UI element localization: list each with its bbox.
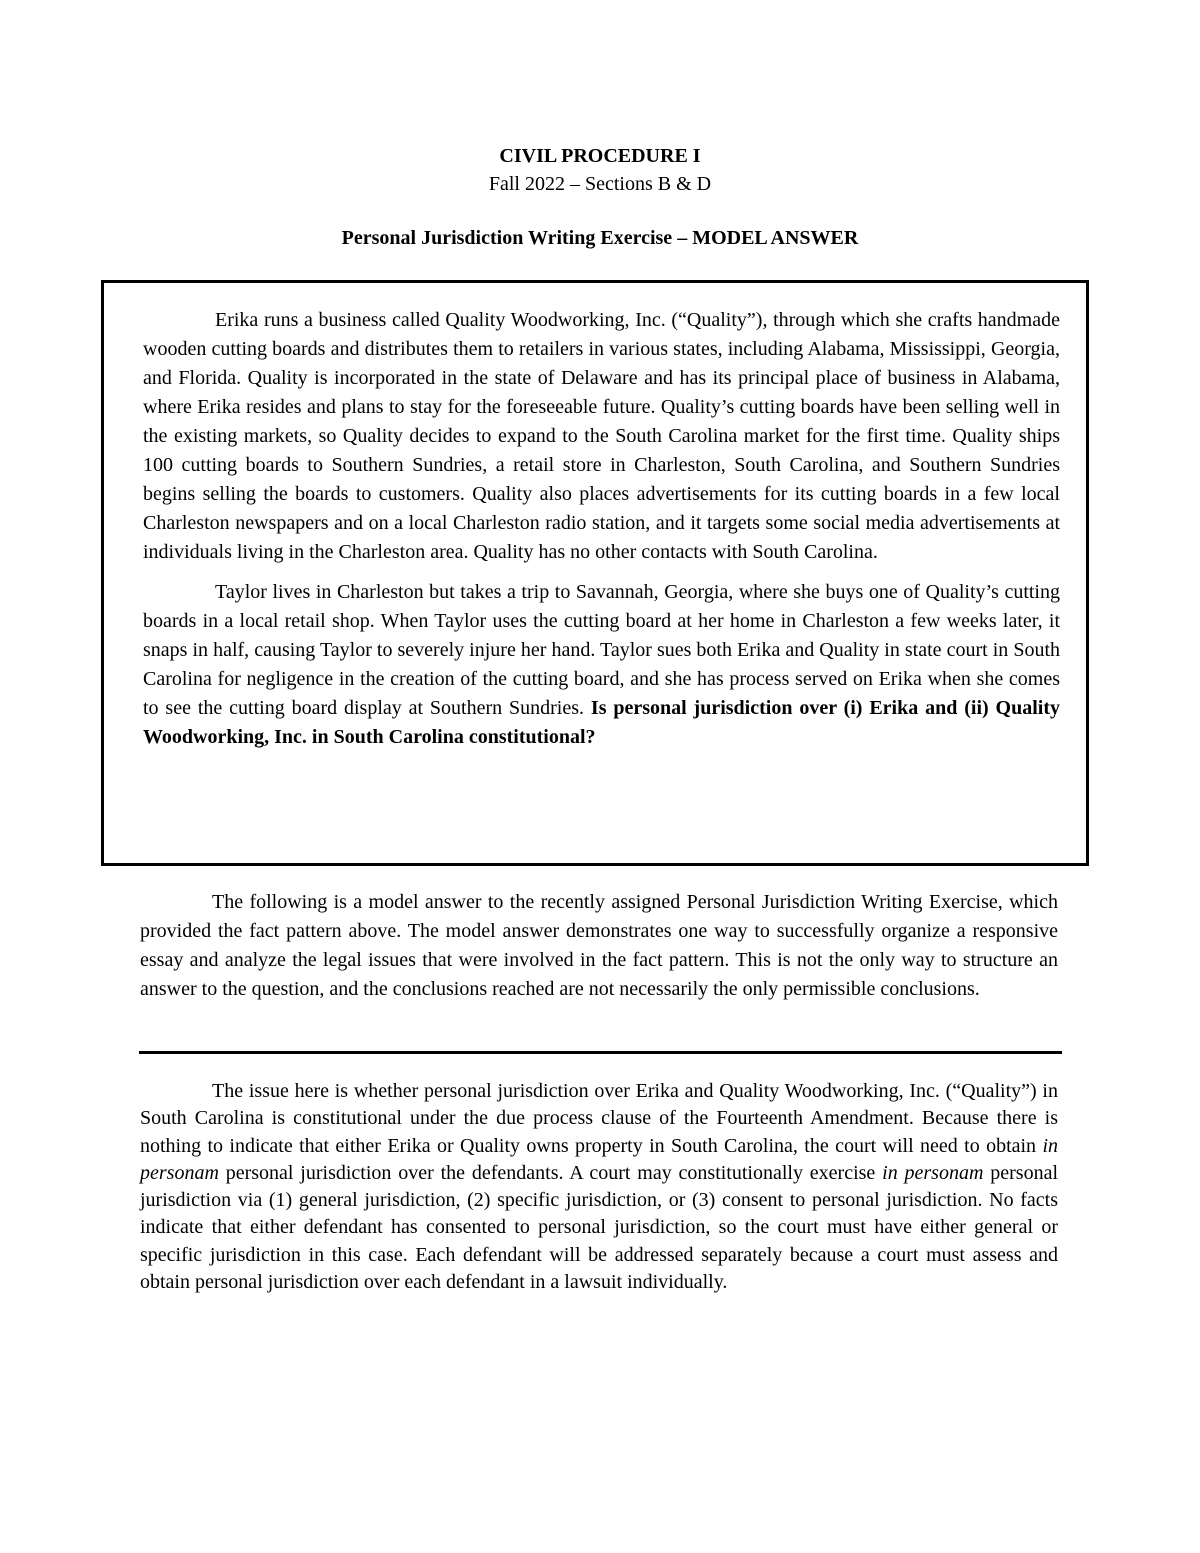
answer-italic-term-1: in personam <box>140 1134 1058 1184</box>
course-title: CIVIL PROCEDURE I <box>499 145 701 167</box>
exercise-question: Is personal jurisdiction over (i) Erika and (ii) Quality Woodworking, Inc. in South Carolina constitutional? <box>143 697 1060 748</box>
intro-paragraph: The following is a model answer to the recently assigned Personal Jurisdiction Writing Exercise, which provided the fact pattern above. The model answer demonstrates one way to successfully organize a responsive essay and analyze the legal issues that were involved in the fact pattern. This is not the only way to structure an answer to the question, and the conclusions reached are not necessarily the only permissible conclusions. <box>140 891 1058 1000</box>
model-answer-intro <box>140 888 1058 1004</box>
answer-italic-term-2: in personam <box>882 1161 984 1184</box>
term-subtitle: Fall 2022 – Sections B & D <box>488 173 712 195</box>
fact-paragraph-2 <box>143 578 1060 752</box>
answer-paragraph-1 <box>140 1078 1058 1296</box>
fact-pattern-text <box>143 306 1060 752</box>
fact-paragraph-2-text: Taylor lives in Charleston but takes a trip to Savannah, Georgia, where she buys one of Quality’s cutting boards in a local retail shop. When Taylor uses the cutting board at her home in Charleston a few weeks later, it snaps in half, causing Taylor to severely injure her hand. Taylor sues both Erika and Quality in state court in South Carolina for negligence in the creation of the cutting board, and she has process served on Erika when she comes to see the cutting board display at Southern Sundries. <box>143 581 1060 719</box>
fact-pattern-box <box>101 280 1089 866</box>
answer-text-part-1: The issue here is whether personal jurisdiction over Erika and Quality Woodworking, Inc. (“Quality”) in South Carolina is constitutional under the due process clause of the Fourteenth Amendment. Because there is nothing to indicate that either Erika or Quality owns property in South Carolina, the court will need to obtain <box>140 1080 1058 1157</box>
model-answer-body <box>140 1078 1058 1296</box>
section-divider <box>139 1051 1062 1054</box>
answer-text-part-3: personal jurisdiction via (1) general jurisdiction, (2) specific jurisdiction, or (3) consent to personal jurisdiction. No facts indicate that either defendant has consented to personal jurisdiction, so the court must have either general or specific jurisdiction in this case. Each defendant will be addressed separately because a court must assess and obtain personal jurisdiction over each defendant in a lawsuit individually. <box>140 1161 1059 1294</box>
fact-paragraph-1: Erika runs a business called Quality Woodworking, Inc. (“Quality”), through which she crafts handmade wooden cutting boards and distributes them to retailers in various states, including Alabama, Mississippi, Georgia, and Florida. Quality is incorporated in the state of Delaware and has its principal place of business in Alabama, where Erika resides and plans to stay for the foreseeable future. Quality’s cutting boards have been selling well in the existing markets, so Quality decides to expand to the South Carolina market for the first time. Quality ships 100 cutting boards to Southern Sundries, a retail store in Charleston, South Carolina, and Southern Sundries begins selling the boards to customers. Quality also places advertisements for its cutting boards in a few local Charleston newspapers and on a local Charleston radio station, and it targets some social media advertisements at individuals living in the Charleston area. Quality has no other contacts with South Carolina. <box>143 309 1060 563</box>
answer-text-part-2: personal jurisdiction over the defendants. A court may constitutionally exercise <box>225 1161 876 1184</box>
exercise-title: Personal Jurisdiction Writing Exercise – MODEL ANSWER <box>341 227 859 249</box>
